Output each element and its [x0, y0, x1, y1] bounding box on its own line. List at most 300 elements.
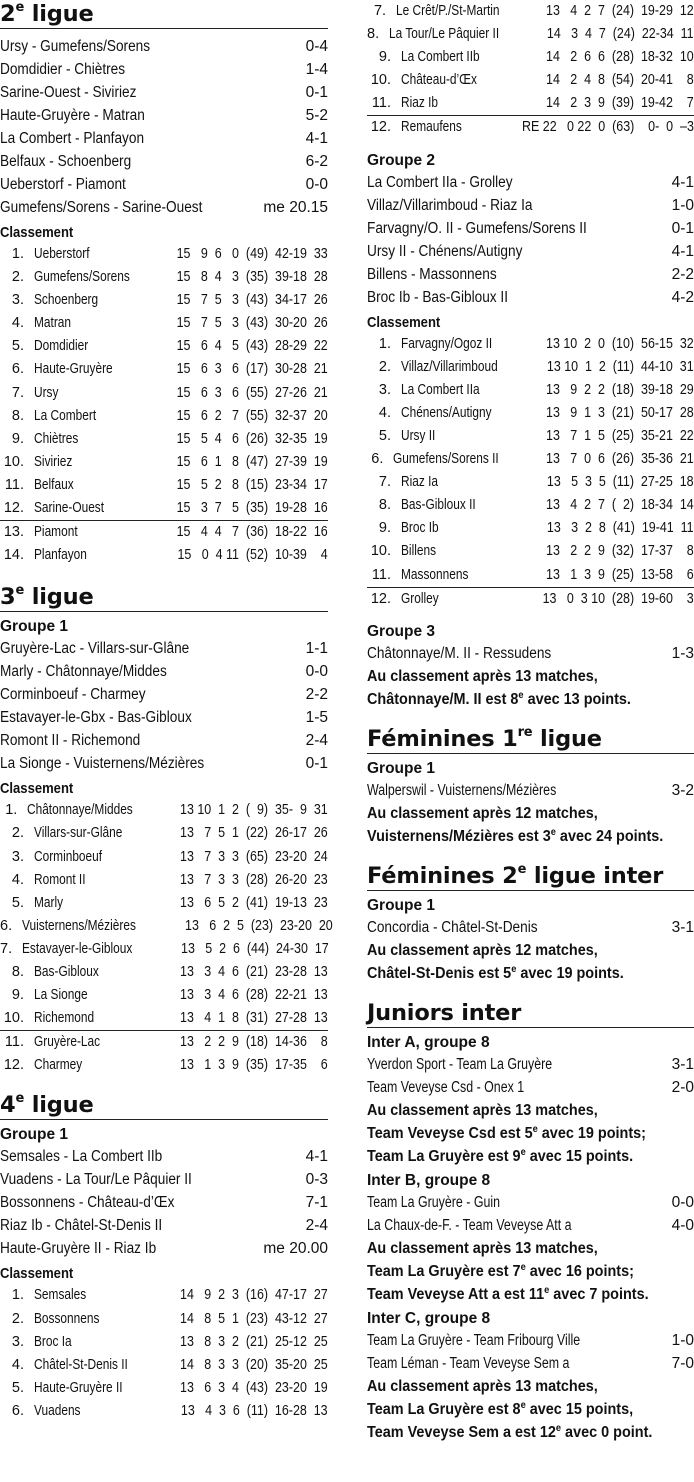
section-title-rest: ligue: [24, 1092, 94, 1119]
standing-stats: 15 6 2 7 (55) 32-37 20: [176, 407, 328, 424]
match-teams: Team La Gruyère - Guin: [367, 1193, 501, 1211]
standing-team-cell: [24, 869, 156, 892]
standing-stats: 13 4 2 7 (24) 19-29 12: [546, 3, 694, 19]
section-title-sup: e: [15, 1091, 25, 1107]
standing-row: [367, 564, 694, 588]
standing-team: Le Crêt/P./St-Martin: [396, 3, 500, 19]
standing-team: Haute-Gruyère II: [34, 1379, 123, 1396]
standing-pos: 3.: [11, 292, 24, 309]
standing-pos: 14.: [3, 547, 24, 564]
match-score: 1-3: [671, 644, 694, 662]
standing-note: [367, 1283, 671, 1306]
match-teams: Gumefens/Sorens - Sarine-Ouest: [0, 199, 203, 216]
group-title: Groupe 1: [0, 618, 69, 636]
standing-row: [367, 540, 694, 563]
standing-stats: 14 8 5 1 (23) 43-12 27: [180, 1310, 328, 1327]
standing-stats: 13 9 2 2 (18) 39-18 29: [546, 381, 694, 398]
standing-row: [367, 402, 694, 425]
standing-stats: 15 4 4 7 (36) 18-22 16: [176, 524, 328, 541]
standing-team-cell: [391, 379, 522, 402]
standing-row: [0, 846, 328, 869]
match-score: 3-2: [671, 781, 694, 799]
standing-stats: 14 2 3 9 (39) 19-42 7: [546, 95, 694, 112]
standing-team-cell: [391, 517, 523, 540]
match-score: 7-0: [671, 1354, 694, 1372]
match-score: 1-1: [305, 640, 328, 658]
standing-team-cell: [391, 425, 522, 448]
standing-team: Châtonnaye/Middes: [27, 802, 134, 819]
standing-stats: 15 5 4 6 (26) 32-35 19: [176, 430, 328, 447]
standing-team: Massonnens: [401, 566, 469, 583]
standing-stats: 15 0 4 11 (52) 10-39 4: [177, 547, 328, 564]
match-row: [367, 1352, 694, 1375]
standing-note: [367, 1260, 671, 1283]
section-title-text: Féminines 2: [367, 862, 518, 889]
standing-team-cell: [24, 405, 152, 428]
match-teams: Gruyère-Lac - Villars-sur-Glâne: [0, 640, 190, 658]
match-row: [0, 752, 328, 775]
standing-stats: 13 0 3 10 (28) 19-60 3: [542, 590, 694, 607]
match-row: [0, 127, 328, 150]
match-row: [0, 660, 328, 683]
classement-label: Classement: [0, 224, 74, 241]
standing-team: Châtel-St-Denis II: [34, 1356, 128, 1373]
match-teams: Belfaux - Schoenberg: [0, 153, 132, 170]
standing-stats: 13 1 3 9 (35) 17-35 6: [180, 1057, 328, 1074]
standing-row: [367, 448, 694, 471]
note-text: avec 13 points.: [523, 690, 631, 708]
standing-team-cell: [24, 1284, 156, 1307]
group-title: Inter B, groupe 8: [367, 1171, 491, 1189]
match-teams: Broc Ib - Bas-Gibloux II: [367, 288, 509, 306]
standing-team: Siviriez: [34, 453, 73, 470]
standing-team-cell: [391, 471, 523, 494]
standing-team: La Tour/Le Pâquier II: [389, 26, 500, 43]
standing-row: [0, 474, 328, 497]
match-score: me 20.15: [263, 199, 328, 216]
standing-team-cell: [24, 544, 153, 567]
standing-team: La Sionge: [34, 987, 88, 1004]
section-title: [367, 862, 694, 891]
match-teams: Haute-Gruyère - Matran: [0, 107, 145, 124]
standing-stats: 13 3 4 6 (21) 23-28 13: [180, 963, 328, 980]
standing-stats: 13 10 2 0 (10) 56-15 32: [546, 335, 694, 352]
standing-row: [0, 1007, 328, 1031]
match-row: [0, 104, 328, 127]
standing-row: [367, 333, 694, 356]
note-text: Team La Gruyère est 8: [367, 1400, 521, 1418]
note-text: avec 19 points.: [516, 964, 624, 982]
standing-pos: 6.: [11, 361, 24, 378]
match-row: [367, 1191, 694, 1214]
standing-row: [0, 266, 328, 289]
section-title-text: 2: [0, 1, 16, 27]
standing-pos: 11.: [4, 476, 24, 493]
standing-team-cell: [24, 497, 152, 520]
match-row: [367, 1214, 694, 1237]
standing-stats: 13 7 3 3 (28) 26-20 23: [180, 871, 328, 888]
standing-row: [0, 938, 328, 961]
standing-team: Billens: [401, 543, 437, 560]
standing-pos: 8.: [367, 26, 380, 43]
match-row: [367, 916, 694, 939]
match-score: 4-2: [671, 288, 694, 306]
standing-pos: 9.: [378, 49, 391, 66]
standing-team: Vuadens: [34, 1402, 81, 1419]
standing-pos: 1.: [378, 335, 391, 352]
standing-row: [367, 92, 694, 116]
standing-row: [0, 382, 328, 405]
standing-stats: 13 7 0 6 (26) 35-36 21: [546, 451, 694, 468]
standing-team: Estavayer-le-Gibloux: [22, 940, 133, 957]
note-text: avec 7 points.: [549, 1285, 649, 1303]
match-row: [0, 1145, 328, 1168]
standing-team: Villars-sur-Glâne: [34, 825, 123, 842]
standing-row: [0, 497, 328, 521]
standing-pos: 11.: [4, 1034, 24, 1051]
standing-team-cell: [391, 564, 522, 587]
standing-row: [0, 915, 333, 938]
note-text: Team La Gruyère est 9: [367, 1147, 521, 1165]
group-title: Groupe 1: [0, 1126, 69, 1144]
standing-team: Matran: [34, 315, 72, 332]
standing-stats: 13 6 3 4 (43) 23-20 19: [180, 1379, 328, 1396]
match-teams: Estavayer-le-Gbx - Bas-Gibloux: [0, 709, 192, 727]
standing-team-cell: [24, 312, 152, 335]
standing-team-cell: [24, 335, 152, 358]
standing-team-cell: [383, 448, 522, 471]
match-row: [0, 1191, 328, 1214]
note-text: Team La Gruyère est 7: [367, 1262, 521, 1280]
match-teams: Semsales - La Combert IIb: [0, 1148, 163, 1166]
standing-stats: 13 2 2 9 (18) 14-36 8: [180, 1034, 328, 1051]
standing-note: Au classement après 13 matches,: [367, 1239, 598, 1257]
match-score: 1-5: [305, 709, 328, 727]
standing-row: [0, 289, 328, 312]
left-column: [0, 0, 333, 1423]
note-text: avec 24 points.: [555, 827, 664, 845]
standing-team-cell: [24, 243, 152, 266]
note-text: Châtel-St-Denis est 5: [367, 964, 512, 982]
standing-team-cell: [391, 494, 522, 517]
standing-stats: 13 4 3 6 (11) 16-28 13: [181, 1402, 328, 1419]
match-row: [367, 286, 694, 309]
match-score: 0-1: [305, 84, 328, 101]
section-title-sup: re: [517, 724, 533, 740]
match-score: 4-1: [305, 130, 328, 147]
standing-team: Riaz Ia: [401, 474, 439, 491]
note-sup: e: [520, 1399, 526, 1411]
match-row: [0, 35, 328, 58]
match-teams: Sarine-Ouest - Siviriez: [0, 84, 137, 101]
match-score: 2-4: [305, 732, 328, 750]
standing-team-cell: [24, 266, 152, 289]
match-teams: Ueberstorf - Piamont: [0, 176, 126, 193]
standing-team: Bas-Gibloux: [34, 963, 99, 980]
match-teams: Team Veveyse Csd - Onex 1: [367, 1078, 525, 1096]
standing-pos: 8.: [11, 963, 24, 980]
standing-stats: 13 7 1 5 (25) 35-21 22: [546, 427, 694, 444]
standing-pos: 4.: [378, 404, 391, 421]
match-teams: Villaz/Villarimboud - Riaz Ia: [367, 196, 533, 214]
standing-pos: 5.: [378, 427, 391, 444]
match-row: [0, 729, 328, 752]
standing-team: Gruyère-Lac: [34, 1034, 101, 1051]
standing-stats: 13 3 2 8 (41) 19-41 11: [547, 520, 694, 537]
match-teams: Farvagny/O. II - Gumefens/Sorens II: [367, 219, 587, 237]
section-title-text: Féminines 1: [367, 725, 518, 752]
standing-note: [367, 688, 671, 711]
standing-pos: 6.: [371, 451, 384, 468]
standing-stats: 13 5 2 6 (44) 24-30 17: [180, 940, 329, 957]
standing-team-cell: [379, 23, 523, 46]
standing-stats: 13 1 3 9 (25) 13-58 6: [546, 566, 694, 583]
standing-pos: 10.: [3, 453, 24, 470]
standing-note: Au classement après 13 matches,: [367, 667, 598, 685]
standing-pos: 9.: [11, 430, 24, 447]
match-row: [0, 150, 328, 173]
note-text: avec 0 point.: [561, 1423, 653, 1441]
section-title: [367, 725, 694, 754]
standing-pos: 7.: [378, 474, 391, 491]
standing-team: Richemond: [34, 1010, 95, 1027]
match-teams: Domdidier - Chiètres: [0, 61, 126, 78]
standing-team: Ursy II: [401, 427, 436, 444]
standing-team: La Combert IIa: [401, 381, 480, 398]
note-text: Team Veveyse Sem a est 12: [367, 1423, 556, 1441]
standing-row: [0, 1354, 328, 1377]
standing-stats: 14 2 6 6 (28) 18-32 10: [546, 49, 694, 66]
standing-team: La Combert: [34, 407, 97, 424]
standing-row: [0, 1331, 328, 1354]
match-score: 0-0: [305, 663, 328, 681]
standing-note: Au classement après 12 matches,: [367, 804, 598, 822]
standing-team-cell: [12, 938, 157, 961]
standing-team-cell: [386, 0, 522, 23]
standing-row: [367, 69, 694, 92]
standing-row: [0, 335, 328, 358]
section-title-sup: e: [15, 0, 25, 15]
match-teams: Walperswil - Vuisternens/Mézières: [367, 781, 557, 799]
standing-team: Bossonnens: [34, 1310, 100, 1327]
match-row: [0, 637, 328, 660]
standing-stats: 14 9 2 3 (16) 47-17 27: [180, 1287, 328, 1304]
standing-row: [0, 405, 328, 428]
standing-row: [0, 869, 328, 892]
note-text: Team Veveyse Csd est 5: [367, 1124, 533, 1142]
standing-pos: 12.: [370, 119, 391, 136]
match-teams: Bossonnens - Château-d’Œx: [0, 1194, 175, 1212]
match-teams: La Sionge - Vuisternens/Mézières: [0, 755, 205, 773]
match-row: [0, 173, 328, 196]
standing-stats: 14 8 3 3 (20) 35-20 25: [180, 1356, 328, 1373]
standing-team-cell: [24, 961, 156, 984]
standing-note: Au classement après 13 matches,: [367, 1101, 598, 1119]
note-sup: e: [520, 1261, 526, 1273]
note-text: Châtonnaye/M. II est 8: [367, 690, 519, 708]
match-teams: Châtonnaye/M. II - Ressudens: [367, 644, 552, 662]
match-score: 5-2: [305, 107, 328, 124]
standing-team-cell: [17, 799, 156, 822]
standing-pos: 7.: [11, 384, 24, 401]
standing-team: Remaufens: [401, 119, 462, 136]
standing-team: Ueberstorf: [34, 246, 90, 262]
standing-row: [367, 471, 694, 494]
match-row: [0, 196, 328, 219]
standing-stats: 13 9 1 3 (21) 50-17 28: [546, 404, 694, 421]
classement-label: Classement: [0, 780, 74, 798]
match-row: [367, 1053, 694, 1076]
standing-team-cell: [391, 540, 522, 563]
right-column: [367, 0, 694, 1446]
standing-team-cell: [24, 1031, 156, 1054]
standing-row: [367, 356, 694, 379]
section-title-rest: ligue: [24, 1, 94, 27]
standing-stats: 13 7 3 3 (65) 23-20 24: [180, 848, 328, 865]
standing-team-cell: [24, 1054, 156, 1077]
standing-team: La Combert IIb: [401, 49, 480, 66]
match-score: 2-0: [671, 1078, 694, 1096]
standing-stats: 15 5 2 8 (15) 23-34 17: [176, 476, 328, 493]
match-row: [367, 194, 694, 217]
standing-team: Riaz Ib: [401, 95, 439, 112]
standing-pos: 5.: [11, 1379, 24, 1396]
standing-team: Bas-Gibloux II: [401, 497, 476, 514]
note-text: avec 16 points;: [525, 1262, 634, 1280]
standing-stats: 14 2 4 8 (54) 20-41 8: [546, 72, 694, 89]
standing-stats: 13 6 2 5 (23) 23-20 20: [185, 917, 333, 934]
standing-stats: 15 7 5 3 (43) 34-17 26: [176, 292, 328, 309]
standing-note: [367, 1122, 671, 1145]
standing-team: Chiètres: [34, 430, 79, 447]
match-score: 3-1: [671, 918, 694, 936]
section-title-text: 3: [0, 584, 16, 611]
standing-team: Château-d’Œx: [401, 72, 478, 89]
match-score: 3-1: [671, 1055, 694, 1073]
standing-note: [367, 1421, 671, 1444]
standing-pos: 7.: [373, 3, 387, 19]
match-teams: Ursy II - Chénens/Autigny: [367, 242, 523, 260]
standing-pos: 5.: [11, 894, 24, 911]
match-row: [0, 706, 328, 729]
standing-team-cell: [391, 46, 522, 69]
standing-team: Charmey: [34, 1057, 83, 1074]
standing-team-cell: [391, 402, 522, 425]
standing-row: [367, 23, 694, 46]
match-teams: Ursy - Gumefens/Sorens: [0, 38, 151, 55]
group-title: Groupe 2: [367, 151, 436, 169]
match-teams: Yverdon Sport - Team La Gruyère: [367, 1055, 553, 1073]
match-score: 4-0: [671, 1216, 694, 1234]
standing-row: [0, 1400, 328, 1423]
section-title: [0, 583, 328, 612]
standing-team-cell: [391, 333, 522, 356]
match-score: 0-1: [671, 219, 694, 237]
standing-row: [367, 588, 694, 611]
standing-stats: 15 3 7 5 (35) 19-28 16: [176, 500, 328, 517]
match-row: [367, 171, 694, 194]
standing-team-cell: [24, 846, 156, 869]
match-row: [367, 217, 694, 240]
standing-pos: 11.: [371, 95, 391, 112]
standing-stats: 13 5 3 5 (11) 27-25 18: [547, 474, 694, 491]
standing-team-cell: [24, 382, 152, 405]
match-teams: Vuadens - La Tour/Le Pâquier II: [0, 1171, 192, 1189]
standing-row: [0, 961, 328, 984]
standing-team-cell: [24, 984, 156, 1007]
note-sup: e: [544, 1284, 550, 1296]
standing-team: Gumefens/Sorens II: [393, 451, 500, 468]
match-teams: La Combert - Planfayon: [0, 130, 145, 147]
standing-row: [0, 243, 328, 266]
match-score: 4-1: [671, 173, 694, 191]
section-title: Juniors inter: [367, 999, 694, 1028]
standing-pos: 10.: [370, 543, 391, 560]
standing-team: Belfaux: [34, 476, 74, 493]
standing-team: Vuisternens/Mézières: [22, 917, 136, 934]
note-sup: e: [532, 1123, 538, 1135]
match-row: [0, 1237, 328, 1260]
match-teams: Concordia - Châtel-St-Denis: [367, 918, 538, 936]
note-sup: e: [555, 1422, 562, 1434]
match-score: 1-4: [305, 61, 328, 78]
match-row: [367, 263, 694, 286]
standing-team: Haute-Gruyère: [34, 361, 113, 378]
standing-pos: 11.: [371, 566, 391, 583]
section-title: [0, 1091, 328, 1120]
standing-row: [0, 1054, 328, 1077]
standing-note: [367, 1145, 671, 1168]
standing-pos: 1.: [11, 1287, 24, 1304]
standing-team: Corminboeuf: [34, 848, 103, 865]
standing-team-cell: [24, 1331, 156, 1354]
match-score: 0-4: [305, 38, 328, 55]
match-teams: Billens - Massonnens: [367, 265, 497, 283]
standing-row: [0, 892, 328, 915]
standing-pos: 5.: [11, 338, 24, 355]
match-score: 0-3: [305, 1171, 328, 1189]
standing-row: [0, 1308, 328, 1331]
standing-team: Romont II: [34, 871, 86, 888]
standing-note: [367, 825, 671, 848]
standing-pos: 7.: [0, 940, 13, 957]
note-sup: e: [520, 1146, 526, 1158]
standing-pos: 13.: [3, 524, 24, 541]
standing-pos: 1.: [11, 246, 24, 262]
standing-row: [367, 494, 694, 517]
standing-note: [367, 962, 671, 985]
match-score: 2-4: [305, 1217, 328, 1235]
note-text: Team Veveyse Att a est 11: [367, 1285, 545, 1303]
standing-team: Ursy: [34, 384, 59, 401]
standing-pos: 9.: [11, 987, 24, 1004]
group-title: Groupe 1: [367, 896, 436, 914]
standing-pos: 8.: [11, 407, 24, 424]
standing-row: [0, 451, 328, 474]
standing-pos: 10.: [3, 1010, 24, 1027]
match-score: 6-2: [305, 153, 328, 170]
group-title: Inter C, groupe 8: [367, 1309, 491, 1327]
standing-row: [367, 517, 694, 540]
note-text: avec 19 points;: [537, 1124, 646, 1142]
standing-row: [367, 0, 694, 23]
standing-stats: 15 6 1 8 (47) 27-39 19: [176, 453, 328, 470]
standing-team-cell: [24, 289, 152, 312]
standing-row: [367, 425, 694, 448]
section-title-rest: ligue inter: [526, 862, 664, 889]
standing-team-cell: [24, 358, 152, 381]
standing-note: Au classement après 13 matches,: [367, 1377, 598, 1395]
